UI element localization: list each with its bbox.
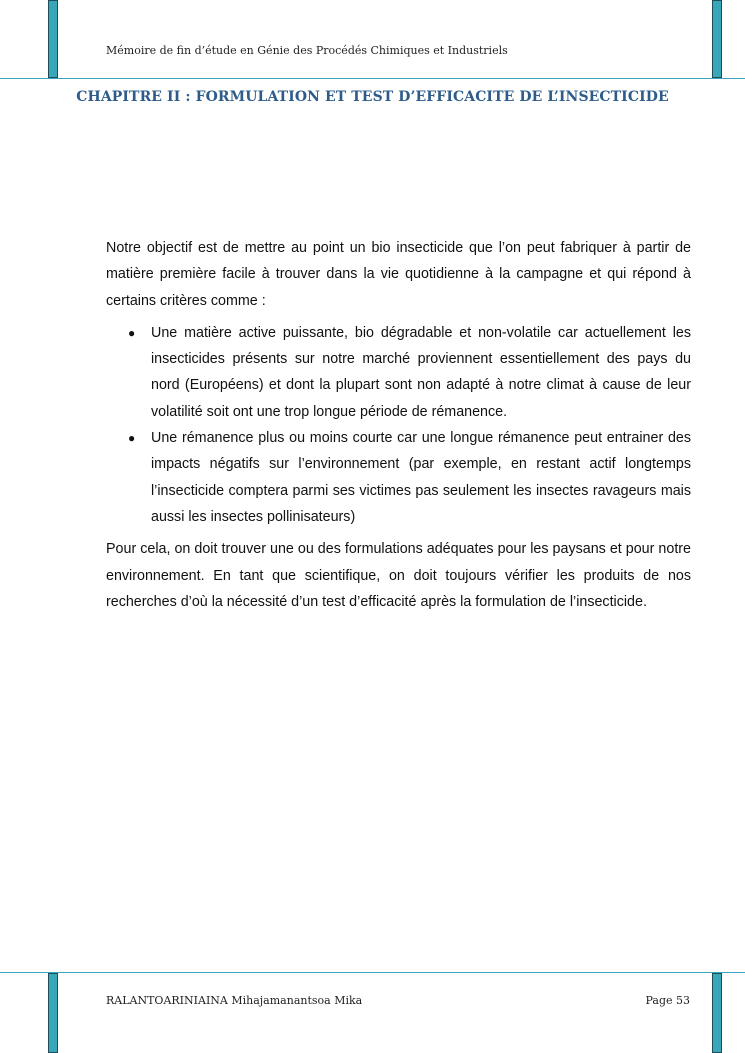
list-item-text: Une matière active puissante, bio dégradable et non-volatile car actuellement les insecticides présents sur notre marché proviennent essentiellement des pays du nord (Européens) et dont la plupart sont non adapté à notre climat à cause de leur volatilité soit ont une trop longue période de rémanence. <box>151 324 691 420</box>
footer-author: RALANTOARINIAINA Mihajamanantsoa Mika <box>106 994 363 1007</box>
list-item <box>106 425 691 530</box>
bullet-icon: ● <box>128 431 136 446</box>
running-header: Mémoire de fin d’étude en Génie des Procédés Chimiques et Industriels <box>106 44 508 57</box>
footer-rule <box>0 972 745 973</box>
body-content <box>106 235 691 615</box>
list-item-text: Une rémanence plus ou moins courte car une longue rémanence peut entrainer des impacts négatifs sur l’environnement (par exemple, en restant actif longtemps l’insecticide comptera parmi ses victimes pas seulement les insectes ravageurs mais aussi les insectes pollinisateurs) <box>151 430 691 525</box>
bullet-icon: ● <box>128 325 136 340</box>
frame-bar-bottom-left <box>48 973 58 1053</box>
frame-bar-top-right <box>712 0 722 78</box>
page-number: Page 53 <box>645 994 690 1007</box>
list-item <box>106 320 691 425</box>
frame-bar-bottom-right <box>712 973 722 1053</box>
frame-bar-top-left <box>48 0 58 78</box>
criteria-list <box>106 320 691 530</box>
conclusion-paragraph: Pour cela, on doit trouver une ou des formulations adéquates pour les paysans et pour notre environnement. En tant que scientifique, on doit toujours vérifier les produits de nos recherches d’où la nécessité d’un test d’efficacité après la formulation de l’insecticide. <box>106 541 691 610</box>
header-rule <box>0 78 745 79</box>
intro-paragraph: Notre objectif est de mettre au point un bio insecticide que l’on peut fabriquer à partir de matière première facile à trouver dans la vie quotidienne à la campagne et qui répond à certains critères comme : <box>106 240 691 309</box>
chapter-title: CHAPITRE II : FORMULATION ET TEST D’EFFICACITE DE L’INSECTICIDE <box>76 89 669 105</box>
